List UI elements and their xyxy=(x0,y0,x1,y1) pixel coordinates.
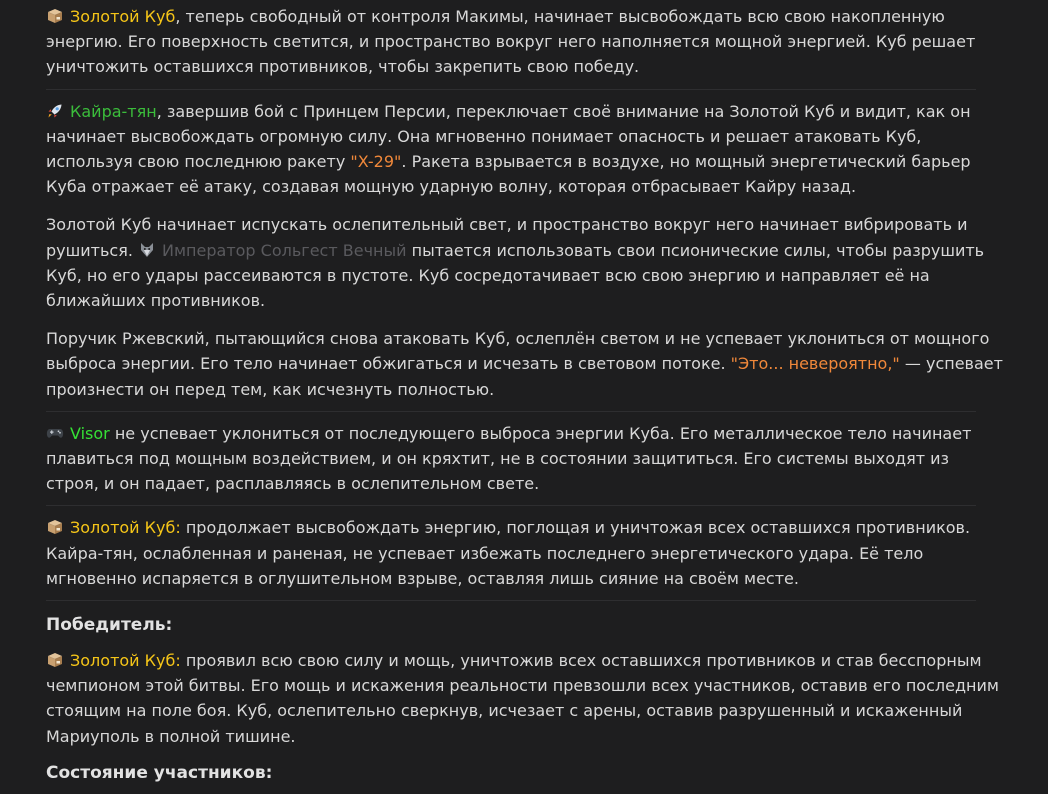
winner-heading: Победитель: xyxy=(46,615,173,636)
rocket-icon xyxy=(46,102,64,120)
status-heading: Состояние участников: xyxy=(46,762,273,783)
paragraph-text-a: , завершив бой с Принцем Персии, переключает своё внимание на Золотой Куб и видит, как он начинает высвобождать огромную силу. Она мгновенно понимает опасность и решает атаковать Куб, используя свою последнюю ракету xyxy=(46,101,971,172)
paragraph-cube-light xyxy=(46,212,1006,313)
cube-name: Золотой Куб: xyxy=(70,651,181,671)
box-icon xyxy=(46,651,64,669)
box-icon xyxy=(46,7,64,25)
spacer xyxy=(46,749,1006,761)
paragraph-cube-final xyxy=(46,515,1006,591)
rocket-name: "X-29" xyxy=(350,152,402,172)
paragraph-cube-release xyxy=(46,4,1006,80)
divider xyxy=(46,600,976,601)
battle-log xyxy=(46,4,1006,786)
paragraph-winner xyxy=(46,648,1006,749)
spacer xyxy=(46,638,1006,648)
paragraph-text: продолжает высвобождать энергию, поглощая и уничтожая всех оставшихся противников. Кайра-тян, ослабленная и раненая, не успевает избежать последнего энергетического удара. Её тело мгновенно испаряется в оглушительном взрыве, оставляя лишь сияние на своём месте. xyxy=(46,518,971,588)
wolf-icon xyxy=(138,241,156,259)
quote: "Это... невероятно," xyxy=(730,354,900,374)
visor-name: Visor xyxy=(70,423,110,443)
divider xyxy=(46,411,976,412)
kaira-name: Кайра-тян xyxy=(70,101,157,121)
paragraph-rzhevsky xyxy=(46,326,1006,402)
paragraph-text-a: Поручик Ржевский, пытающийся снова атаковать Куб, ослеплён светом и не успевает уклониться от мощного выброса энергии. Его тело начинает обжигаться и исчезать в световом потоке. xyxy=(46,329,990,374)
paragraph-text-b: — успевает произнести он перед тем, как исчезнуть полностью. xyxy=(46,354,1003,399)
spacer xyxy=(46,313,1006,326)
paragraph-text: проявил всю свою силу и мощь, уничтожив всех оставшихся противников и став бесспорным чемпионом этой битвы. Его мощь и искажения реальности превзошли всех участников, оставив его последним стоящим на поле боя. Куб, ослепительно сверкнув, исчезает с арены, оставив разрушенный и искаженный Мариуполь в полной тишине. xyxy=(46,651,999,746)
paragraph-text-a: Золотой Куб начинает испускать ослепительный свет, и пространство вокруг него начинает вибрировать и рушиться. xyxy=(46,215,968,260)
paragraph-text: не успевает уклониться от последующего выброса энергии Куба. Его металлическое тело начинает плавиться под мощным воздействием, и он кряхтит, не в состоянии защититься. Его системы выходят из строя, и он падает, расплавляясь в ослепительном свете. xyxy=(46,423,972,494)
cube-name: Золотой Куб: xyxy=(70,518,181,538)
paragraph-text-b: пытается использовать свои псионические силы, чтобы разрушить Куб, но его удары рассеиваются в пустоте. Куб сосредотачивает всю свою энергию и направляет её на ближайших противников. xyxy=(46,240,985,311)
paragraph-text: , теперь свободный от контроля Макимы, начинает высвобождать всю свою накопленную энергию. Его поверхность светится, и пространство вокруг него наполняется мощной энергией. Куб решает уничтожить оставшихся противников, чтобы закрепить свою победу. xyxy=(46,7,976,77)
paragraph-kaira-attack xyxy=(46,99,1006,200)
divider xyxy=(46,89,976,90)
cube-name: Золотой Куб xyxy=(70,7,176,26)
emperor-name: Император Сольгест Вечный xyxy=(162,240,407,260)
box-icon xyxy=(46,518,64,536)
paragraph-visor xyxy=(46,421,1006,497)
paragraph-text-b: . Ракета взрывается в воздухе, но мощный энергетический барьер Куба отражает её атаку, создавая мощную ударную волну, которая отбрасывает Кайру назад. xyxy=(46,152,971,197)
divider xyxy=(46,505,976,506)
spacer xyxy=(46,199,1006,212)
gamepad-icon xyxy=(46,424,64,442)
